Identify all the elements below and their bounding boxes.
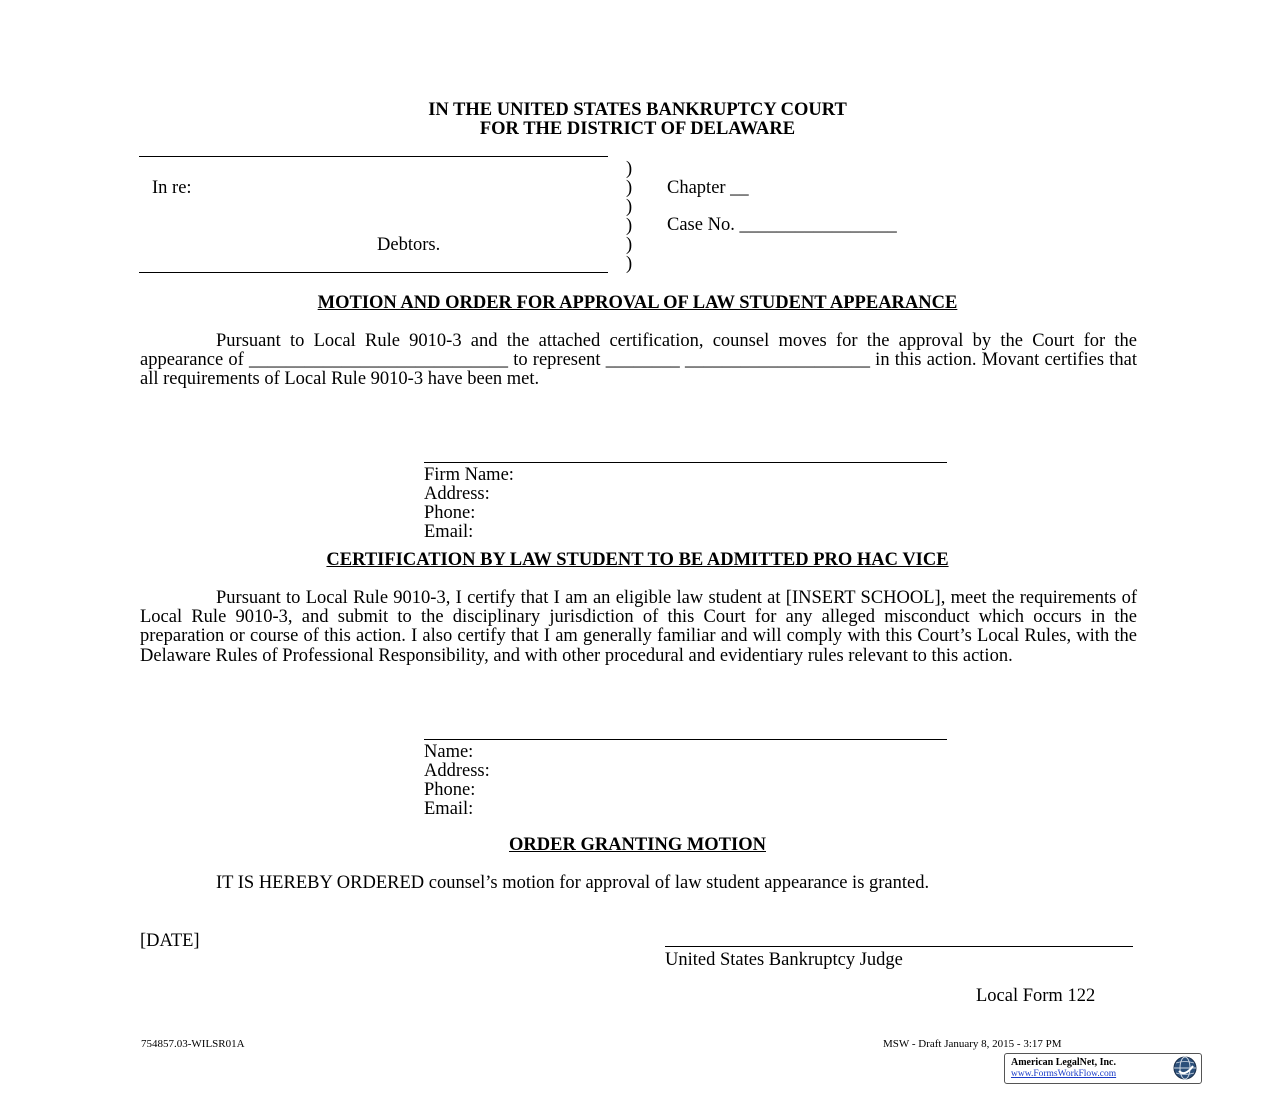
draft-stamp: MSW - Draft January 8, 2015 - 3:17 PM	[883, 1038, 1062, 1050]
court-title-line1: IN THE UNITED STATES BANKRUPTCY COURT	[428, 100, 847, 120]
debtors-label: Debtors.	[377, 235, 441, 255]
order-body: IT IS HEREBY ORDERED counsel’s motion for approval of law student appearance is granted.	[216, 873, 930, 893]
student-email-label: Email:	[424, 799, 474, 819]
logo-url-link[interactable]: www.FormsWorkFlow.com	[1011, 1069, 1117, 1079]
motion-paragraph	[140, 332, 1137, 390]
student-signature-line	[424, 739, 947, 740]
student-address-label: Address:	[424, 761, 490, 781]
student-name-label: Name:	[424, 742, 474, 762]
firm-signature-line	[424, 462, 947, 463]
order-heading: ORDER GRANTING MOTION	[509, 835, 766, 855]
firm-email-label: Email:	[424, 522, 474, 542]
case-number-field: Case No. _________________	[667, 215, 897, 235]
caption-paren: )	[626, 178, 633, 198]
caption-paren: )	[626, 254, 633, 274]
local-form-number: Local Form 122	[976, 986, 1096, 1006]
motion-heading: MOTION AND ORDER FOR APPROVAL OF LAW STUDENT APPEARANCE	[317, 293, 958, 313]
court-title-line2: FOR THE DISTRICT OF DELAWARE	[479, 119, 796, 139]
student-phone-label: Phone:	[424, 780, 476, 800]
caption-paren: )	[626, 159, 633, 179]
judge-signature-line	[665, 946, 1133, 947]
document-id: 754857.03-WILSR01A	[141, 1038, 245, 1050]
caption-paren: )	[626, 197, 633, 217]
judge-title: United States Bankruptcy Judge	[665, 950, 903, 970]
order-paragraph	[140, 874, 1137, 893]
caption-top-rule	[139, 156, 608, 157]
certification-paragraph	[140, 589, 1137, 666]
certification-body: Pursuant to Local Rule 9010-3, I certify that I am an eligible law student at [INSERT SCHOOL], meet the requirements of Local Rule 9010-3, and submit to the disciplinary jurisdiction of this Court for any alleged misconduct which occurs in the preparation or course of this action. I also certify that I am generally familiar and will comply with this Court’s Local Rules, with the Delaware Rules of Professional Responsibility, and with other procedural and evidentiary rules relevant to this action.	[140, 588, 1137, 666]
formsworkflow-logo[interactable]	[1004, 1053, 1202, 1084]
firm-address-label: Address:	[424, 484, 490, 504]
motion-body: Pursuant to Local Rule 9010-3 and the attached certification, counsel moves for the approval by the Court for the appearance of ____________________________ to represent ________ ____________________ in this action. Movant certifies that all requirements of Local Rule 9010-3 have been met.	[140, 331, 1137, 390]
firm-phone-label: Phone:	[424, 503, 476, 523]
globe-icon	[1173, 1056, 1197, 1080]
firm-name-label: Firm Name:	[424, 465, 514, 485]
in-re-label: In re:	[152, 178, 192, 198]
certification-heading: CERTIFICATION BY LAW STUDENT TO BE ADMITTED PRO HAC VICE	[326, 550, 949, 570]
chapter-field: Chapter __	[667, 178, 749, 198]
date-placeholder: [DATE]	[140, 931, 200, 951]
caption-paren: )	[626, 235, 633, 255]
caption-paren: )	[626, 216, 633, 236]
logo-brand: American LegalNet, Inc.	[1011, 1057, 1116, 1068]
caption-bottom-rule	[139, 272, 608, 273]
